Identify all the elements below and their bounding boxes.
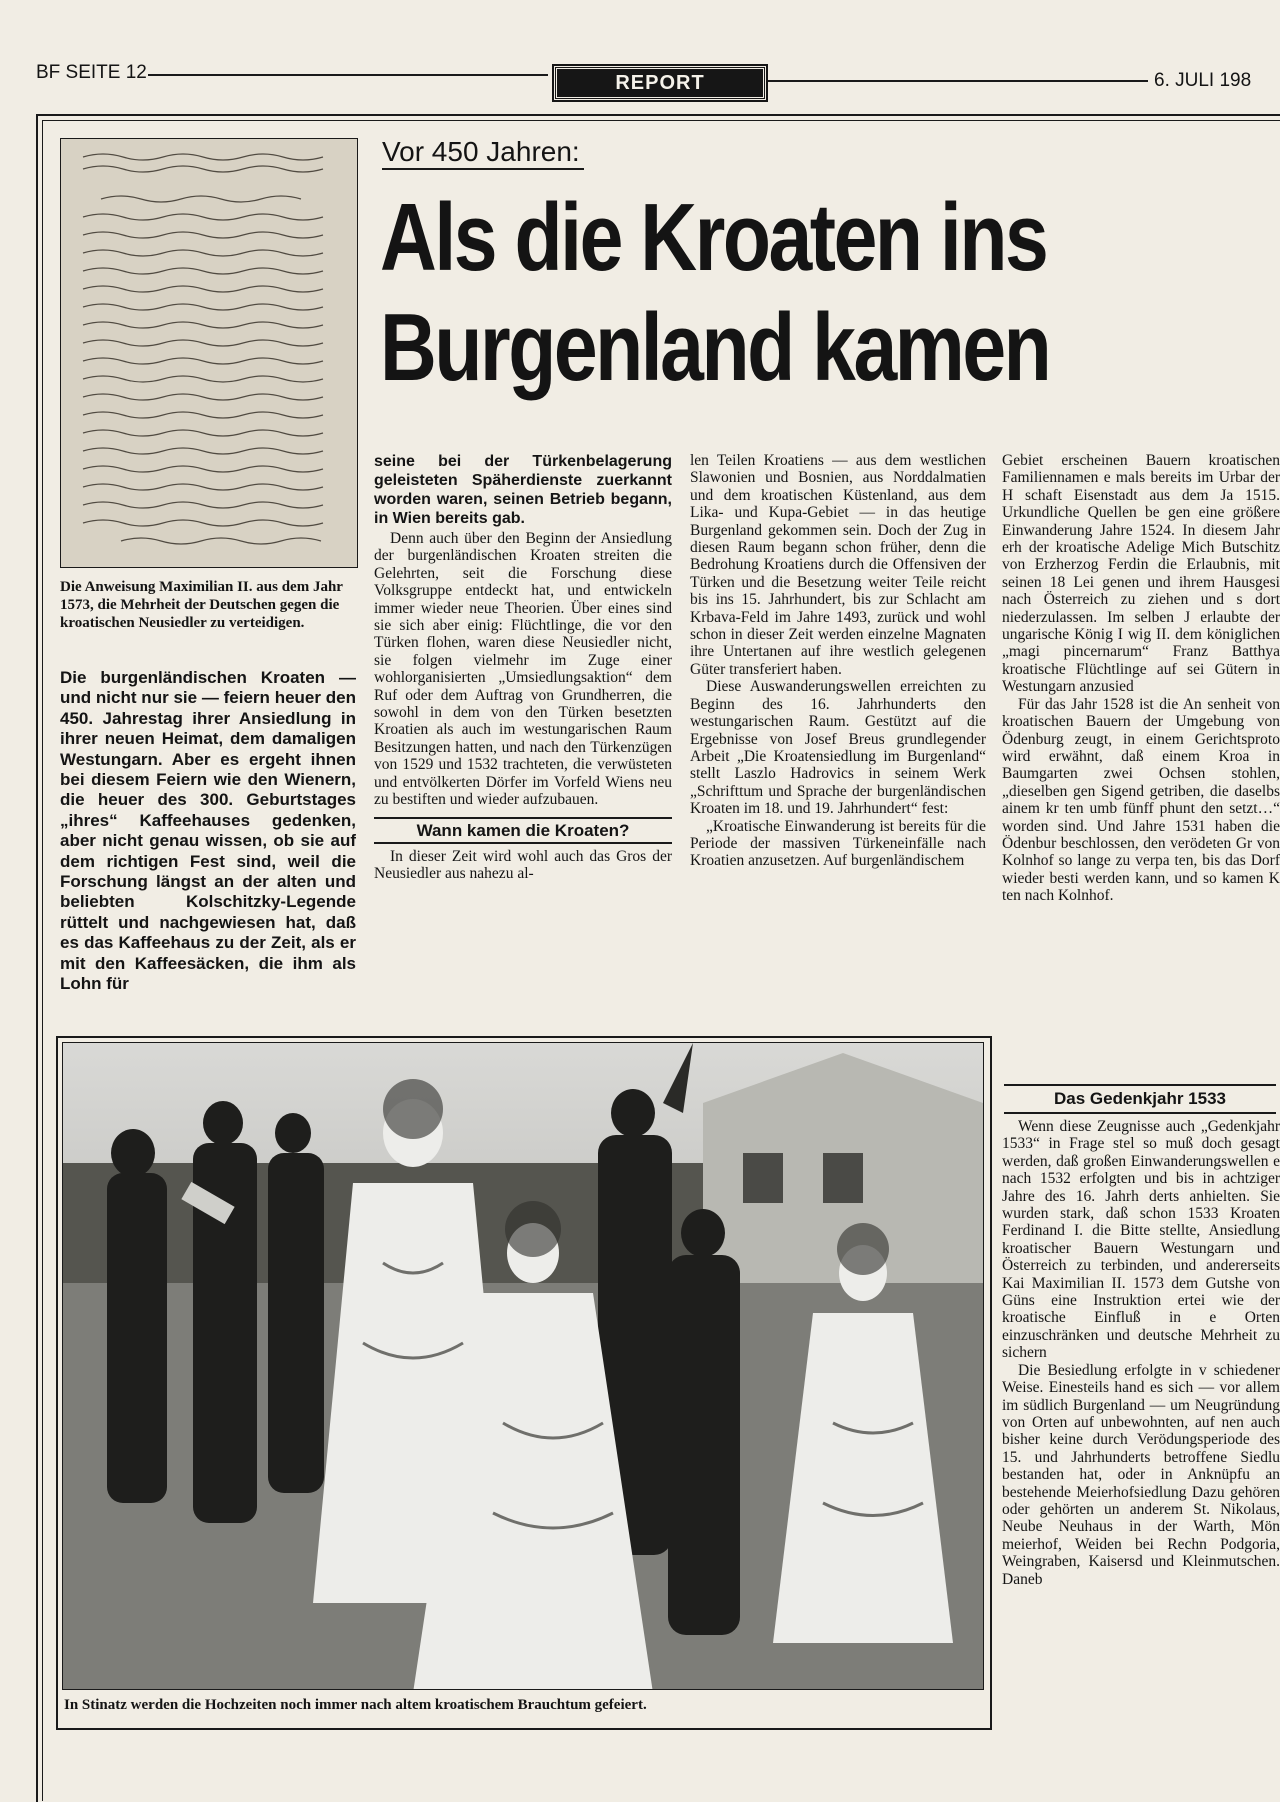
lead-paragraph: Die burgenländischen Kroaten — und nicht nur sie — feiern heuer den 450. Jahrestag ihrer Ansiedlung in ihrer neuen Heimat, dem damaligen Westungarn. Aber es ergeht ihnen bei diesem Feiern wie den Wienern, die heuer des 300. Geburtstages „ihres“ Kaffeehauses gedenken, aber nicht genau wissen, ob sie auf dem richtigen Fest sind, weil die Forschung längst an der alten und beliebten Kolschitzky-Legende rüttelt und nachgewiesen hat, daß es das Kaffeehaus zu der Zeit, als er mit den Kaffeesäcken, die ihm als Lohn für xyxy=(60,668,356,994)
column-3-paragraph-2: Diese Auswanderungswellen erreichten zu Beginn des 16. Jahrhunderts den westungarischen Raum. Gestützt auf die Ergebnisse von Josef Breus grundlegender Arbeit „Die Kroatensiedlung im Burgenland“ stellt Laszlo Hadrovics in seinem Werk „Schrifttum und Sprache der burgenländischen Kroaten im 18. und 19. Jahrhundert“ fest: xyxy=(690,678,986,818)
procession-illustration xyxy=(63,1043,983,1689)
page-label: BF SEITE 12 xyxy=(36,62,147,83)
column-2-bold-intro: seine bei der Türkenbelagerung geleisteten Späherdienste zuerkannt worden waren, seinen Betrieb begann, in Wien bereits gab. xyxy=(374,453,672,527)
subhead-wann-kamen: Wann kamen die Kroaten? xyxy=(374,817,672,844)
column-4-paragraph-4: Die Besiedlung erfolgte in v schiedener Weise. Einesteils hand es sich — vor allem im südlich Burgenland — um Neugründung von Orten auf unbewohnten, auf nen auch bisher keine durch Verödungsperiode des 15. und Jahrhunderts betroffene Siedlu bestanden hat, oder in Anknüpfu an bestehende Meierhofsiedlung Dazu gehören oder gehörten un anderem St. Nikolaus, Neube Neuhaus in der Warth, Mön meierhof, Weiden bei Rechn Podgoria, Weingraben, Kaisersd und Kleinmutschen. Daneb xyxy=(1002,1361,1280,1588)
headline-line-2: Burgenland kamen xyxy=(380,294,1050,401)
column-3-paragraph-3: „Kroatische Einwanderung ist bereits für die Periode der massiven Türkeneinfälle nach Kroatien anzusetzen. Auf burgenländischem xyxy=(690,817,986,870)
issue-date: 6. JULI 198 xyxy=(1154,70,1252,91)
column-2-paragraph-1: Denn auch über den Beginn der Ansiedlung der burgenländischen Kroaten streiten die Gelehrten, seit die Forschung diese Volksgruppe entdeckt hat, und entwickeln immer wieder neue Theorien. Über eines sind sie sich aber einig: Flüchtlinge, die vor den Türken flohen, waren diese Neusiedler nicht, sie folgen vielmehr im Zuge einer wohlorganisierten „Umsiedlungsaktion“ dem Ruf oder dem Auftrag von Grundherren, die sowohl in dem von den Türken besetzten Kroatien als auch im westungarischen Raum Besitzungen hatten, und nach den Türkenzügen von 1529 und 1532 trachteten, die verwüsteten und entvölkerten Dörfer im Vorfeld Wiens neu zu bestiften und wieder aufzubauen. xyxy=(374,530,672,809)
column-4-paragraph-3: Wenn diese Zeugnisse auch „Gedenkjahr 1533“ in Frage stel so muß doch gesagt werden, daß großen Einwanderungswellen e nach 1532 erfolgten und bis in achtziger Jahre des 16. Jahrh derts anhielten. Sie wurden stark, daß schon 1533 Kroaten Ferdinand I. die Bitte stellte, Ansiedlung kroatischer Bauern Westungarn und Österreich zu terbinden, und andererseits Kai Maximilian II. 1573 dem Gutshe von Güns eine Instruktion ertei wie der kroatische Einfluß in e Orten einzuschränken und deutsche Mehrheit zu sichern xyxy=(1002,1118,1280,1362)
column-4-paragraph-1: Gebiet erscheinen Bauern kroatischen Familiennamen e mals bereits im Urbar der H schaft Eisenstadt aus dem Ja 1515. Urkundliche Quellen be gen eine größere Einwanderung Jahre 1524. In diesem Jahr erh der kroatische Adelige Mich Butschitz von Erzherzog Ferdin die Erlaubnis, mit seinen 18 Lei genen und ihrem Hausgesi nach Österreich zu ziehen und s dort niederzulassen. Im selben J erlaubte der ungarische König I wig II. dem königlichen „magi pincernarum“ Franz Batthya kroatische Flüchtlinge auf sei Gütern in Westungarn anzusied xyxy=(1002,452,1280,696)
column-3 xyxy=(690,452,986,1012)
column-4-paragraph-2: Für das Jahr 1528 ist die An senheit von kroatischen Bauern der Umgebung von Ödenburg zeugt, in einem Gerichtsproto wird erwähnt, daß einem Kroa in Baumgarten zwei Ochsen stohlen, „dieselben gen Sigend getriben, die daselbs ainem kr ten umb fünff phunt den setzt…“ worden sind. Und Jahre 1531 haben die Ödenbur beschlossen, den verödeten Gr von Kolnhof so lange zu verpa ten, bis das Dorf wieder besti werden kann, und so kamen K ten nach Kolnhof. xyxy=(1002,695,1280,905)
photo-caption: In Stinatz werden die Hochzeiten noch immer nach altem kroatischem Brauchtum gefeiert. xyxy=(64,1697,647,1713)
headline-line-1: Als die Kroaten ins xyxy=(380,186,1047,291)
column-2 xyxy=(374,452,672,1012)
header-rule-right xyxy=(768,80,1148,82)
kicker: Vor 450 Jahren: xyxy=(382,136,584,170)
wedding-procession-photo xyxy=(62,1042,984,1690)
column-4-bottom xyxy=(1002,1118,1280,1718)
handwriting-scribbles xyxy=(61,139,357,567)
subhead-gedenkjahr: Das Gedenkjahr 1533 xyxy=(1004,1084,1276,1114)
headline-box xyxy=(380,186,1280,416)
document-caption: Die Anweisung Maximilian II. aus dem Jahr 1573, die Mehrheit der Deutschen gegen die kroatischen Neusiedler zu verteidigen. xyxy=(60,579,343,631)
header-rule-left xyxy=(148,74,548,76)
section-tag: REPORT xyxy=(554,66,766,100)
column-2-paragraph-2: In dieser Zeit wird wohl auch das Gros der Neusiedler aus nahezu al- xyxy=(374,847,672,883)
historic-document-image xyxy=(60,138,358,568)
column-4-top xyxy=(1002,452,1280,1082)
column-3-paragraph-1: len Teilen Kroatiens — aus dem westlichen Slawonien und Bosnien, aus Norddalmatien und dem kroatischen Küstenland, aus dem Lika- und Kupa-Gebiet — in das heutige Burgenland gekommen sein. Doch der Zug in diesen Raum begann schon früher, denn die Bedrohung Kroatiens durch die Offensiven der Türken und die Besetzung weiter Teile reicht bis ins 15. Jahrhundert, bis zur Schlacht am Krbava-Feld im Jahre 1493, zurück und wohl schon in dieser Zeit werden einzelne Magnaten ihre Untertanen auf ihre westlich gelegenen Güter transferiert haben. xyxy=(690,452,986,678)
